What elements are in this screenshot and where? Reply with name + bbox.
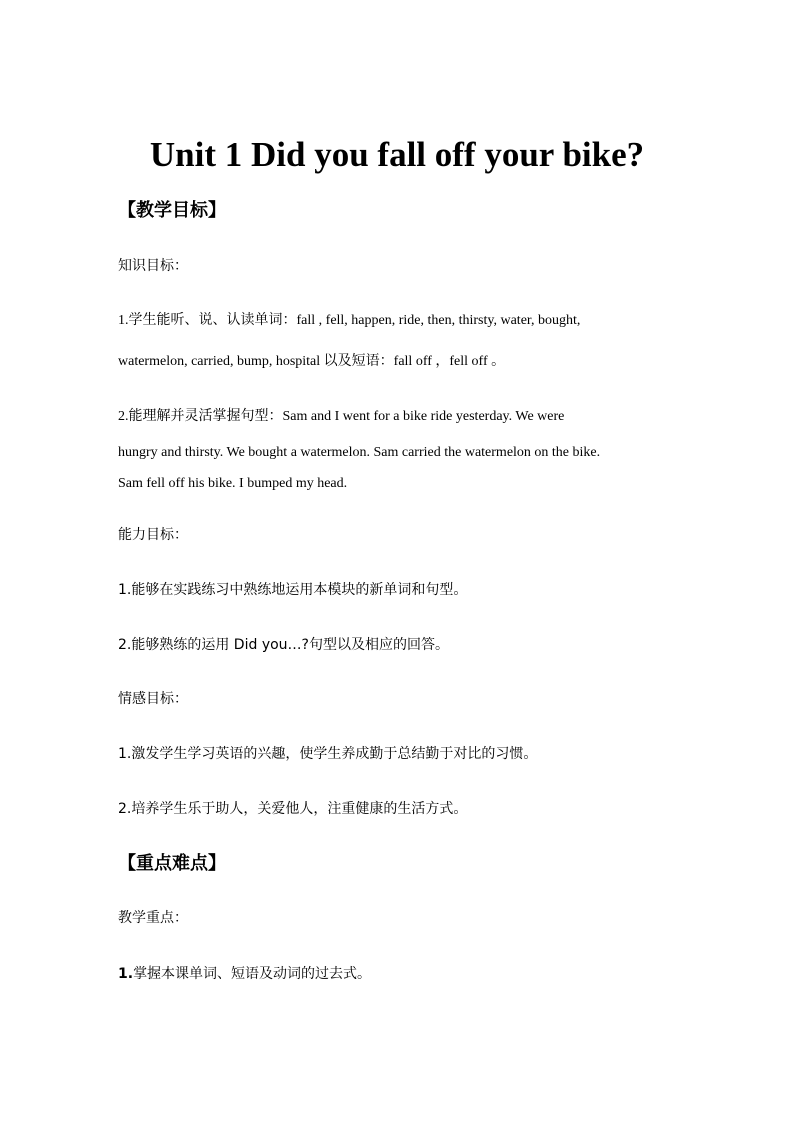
knowledge-goal-2-line-3: Sam fell off his bike. I bumped my head. bbox=[118, 476, 348, 491]
section-heading-objectives: 【教学目标】 bbox=[118, 200, 226, 221]
ability-goal-2: 2.能够熟练的运用 Did you…?句型以及相应的回答。 bbox=[118, 637, 449, 653]
ability-goal-1: 1.能够在实践练习中熟练地运用本模块的新单词和句型。 bbox=[118, 582, 468, 598]
teaching-focus-1 bbox=[118, 964, 371, 984]
knowledge-goal-label: 知识目标： bbox=[118, 258, 188, 274]
knowledge-goal-2-line-2: hungry and thirsty. We bought a watermelon. Sam carried the watermelon on the bike. bbox=[118, 445, 601, 460]
knowledge-goal-1-line-2: watermelon, carried, bump, hospital 以及短语：fall off ，fell off 。 bbox=[118, 354, 506, 369]
teaching-focus-label: 教学重点： bbox=[118, 910, 188, 926]
knowledge-goal-1-line-1: 1.学生能听、说、认读单词：fall , fell, happen, ride, then, thirsty, water, bought, bbox=[118, 313, 581, 328]
teaching-focus-1-text: 掌握本课单词、短语及动词的过去式。 bbox=[133, 966, 372, 982]
document-title: Unit 1 Did you fall off your bike? bbox=[149, 135, 645, 174]
knowledge-goal-2-line-1: 2.能理解并灵活掌握句型：Sam and I went for a bike ride yesterday. We were bbox=[118, 409, 565, 424]
ability-goal-label: 能力目标： bbox=[118, 527, 188, 543]
emotion-goal-1: 1.激发学生学习英语的兴趣，使学生养成勤于总结勤于对比的习惯。 bbox=[118, 746, 538, 762]
section-heading-keypoints: 【重点难点】 bbox=[118, 853, 226, 874]
emotion-goal-label: 情感目标： bbox=[118, 691, 188, 707]
teaching-focus-1-number: 1. bbox=[118, 966, 134, 982]
emotion-goal-2: 2.培养学生乐于助人，关爱他人，注重健康的生活方式。 bbox=[118, 801, 468, 817]
